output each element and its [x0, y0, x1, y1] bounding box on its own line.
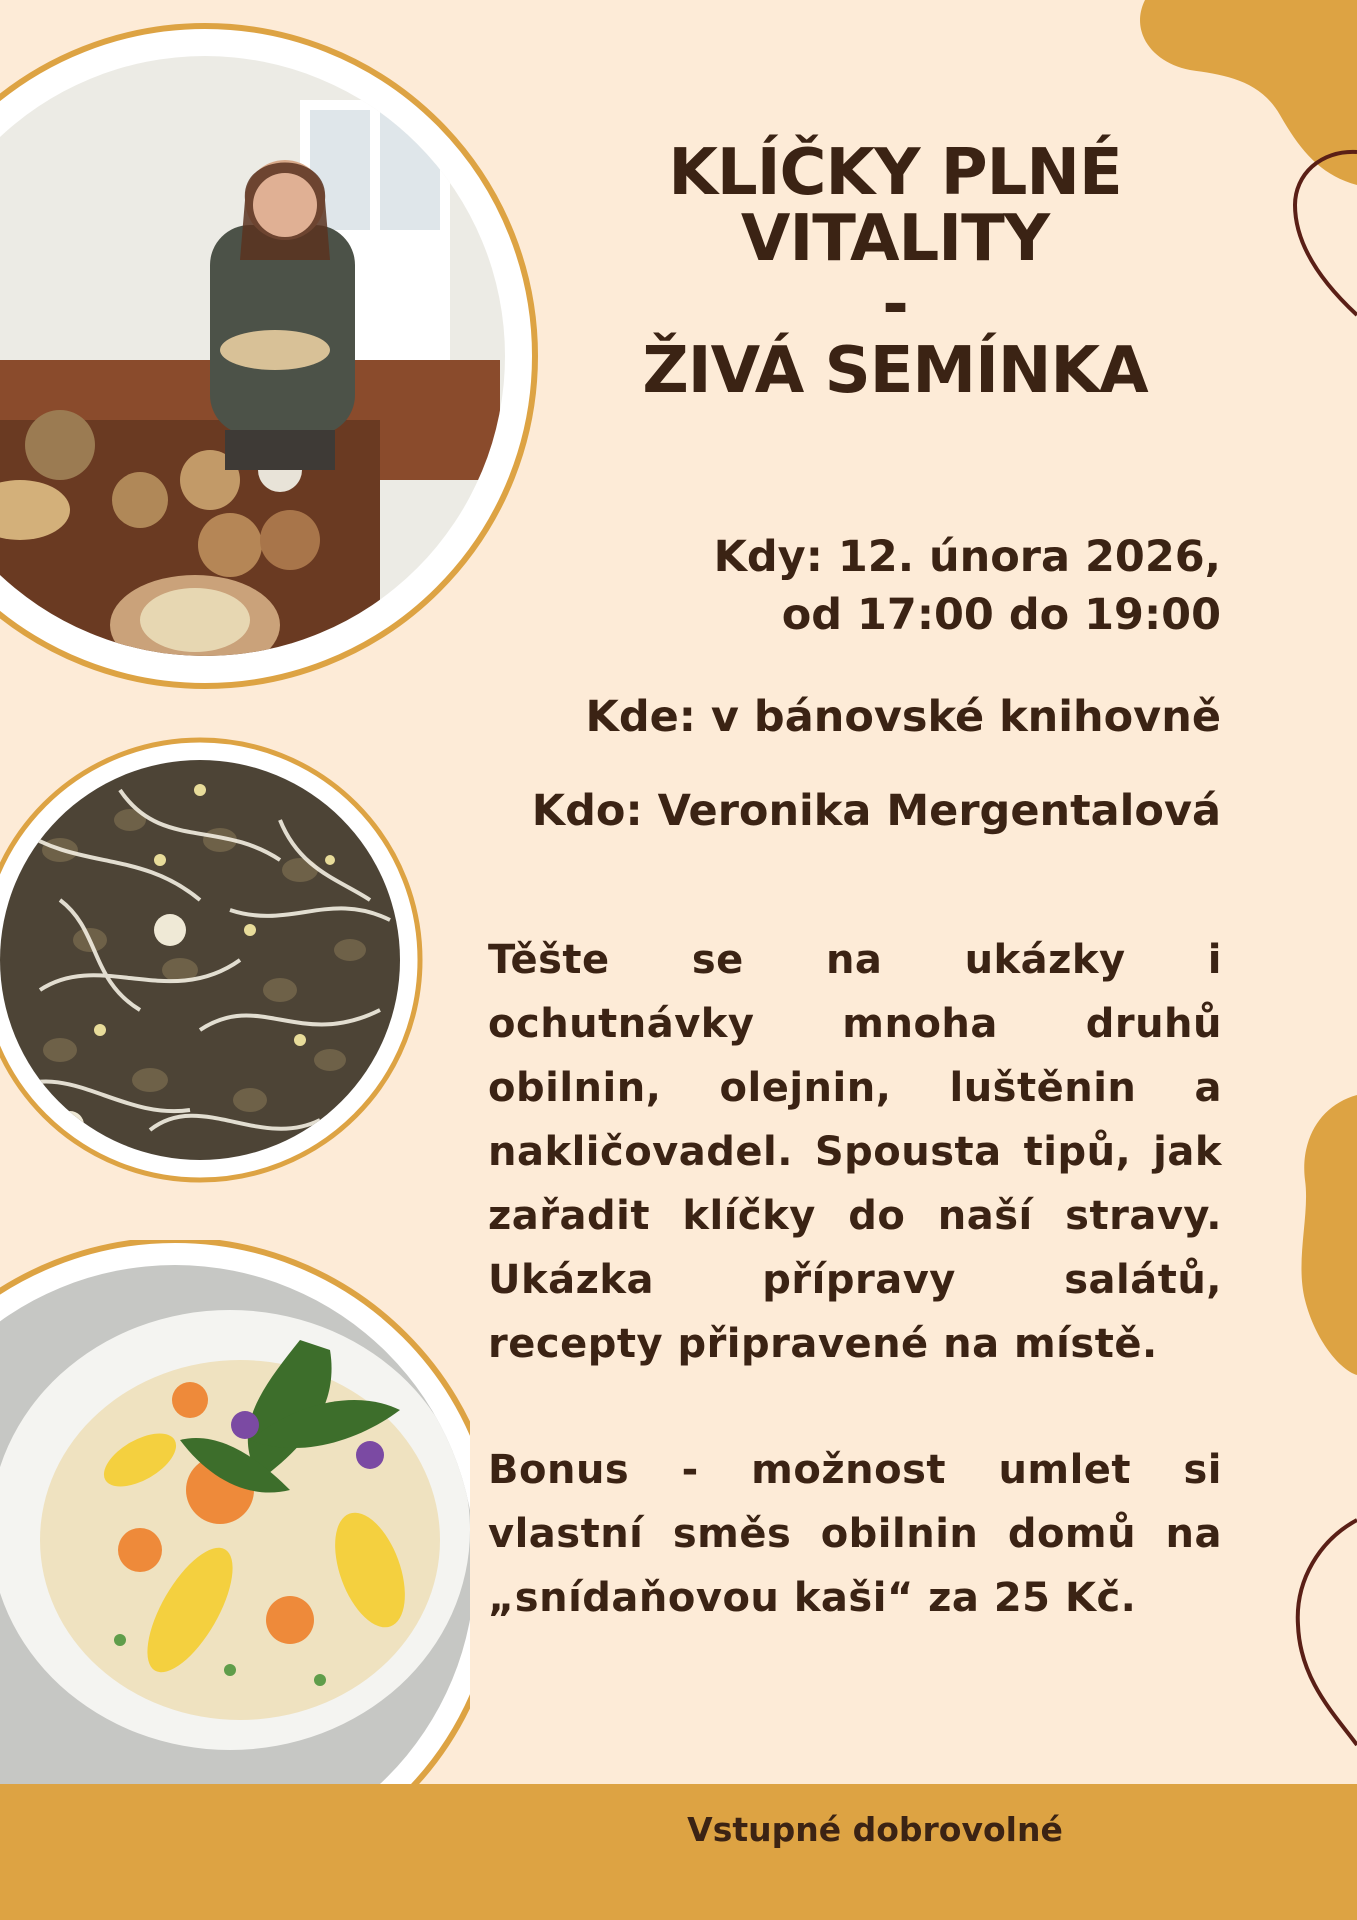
entry-fee-note: Vstupné dobrovolné [687, 1810, 1063, 1849]
title-line-3: - [882, 268, 908, 342]
title-line-1: KLÍČKY PLNÉ [668, 136, 1122, 210]
footer-band [0, 1784, 1357, 1920]
when-date: Kdy: 12. února 2026, [713, 532, 1221, 582]
woman-serving-flatbreads-photo [0, 0, 560, 720]
event-where: Kde: v bánovské knihovně [585, 692, 1221, 742]
event-who: Kdo: Veronika Mergentalová [531, 786, 1221, 836]
title-line-4: ŽIVÁ SEMÍNKA [642, 334, 1148, 408]
event-description: Těšte se na ukázky i ochutnávky mnoha druhů obilnin, olejnin, luštěnin a nakličovadel. Spousta tipů, jak zařadit klíčky do naší stravy. Ukázka přípravy salátů, recepty připravené na místě. [488, 937, 1222, 1367]
event-title [560, 136, 1230, 408]
title-line-2: VITALITY [740, 202, 1050, 276]
when-time: od 17:00 do 19:00 [781, 590, 1221, 640]
sprouted-legumes-photo [0, 730, 440, 1190]
event-bonus: Bonus - možnost umlet si vlastní směs obilnin domů na „snídaňovou kaši“ za 25 Kč. [488, 1447, 1222, 1621]
event-when [714, 528, 1221, 644]
